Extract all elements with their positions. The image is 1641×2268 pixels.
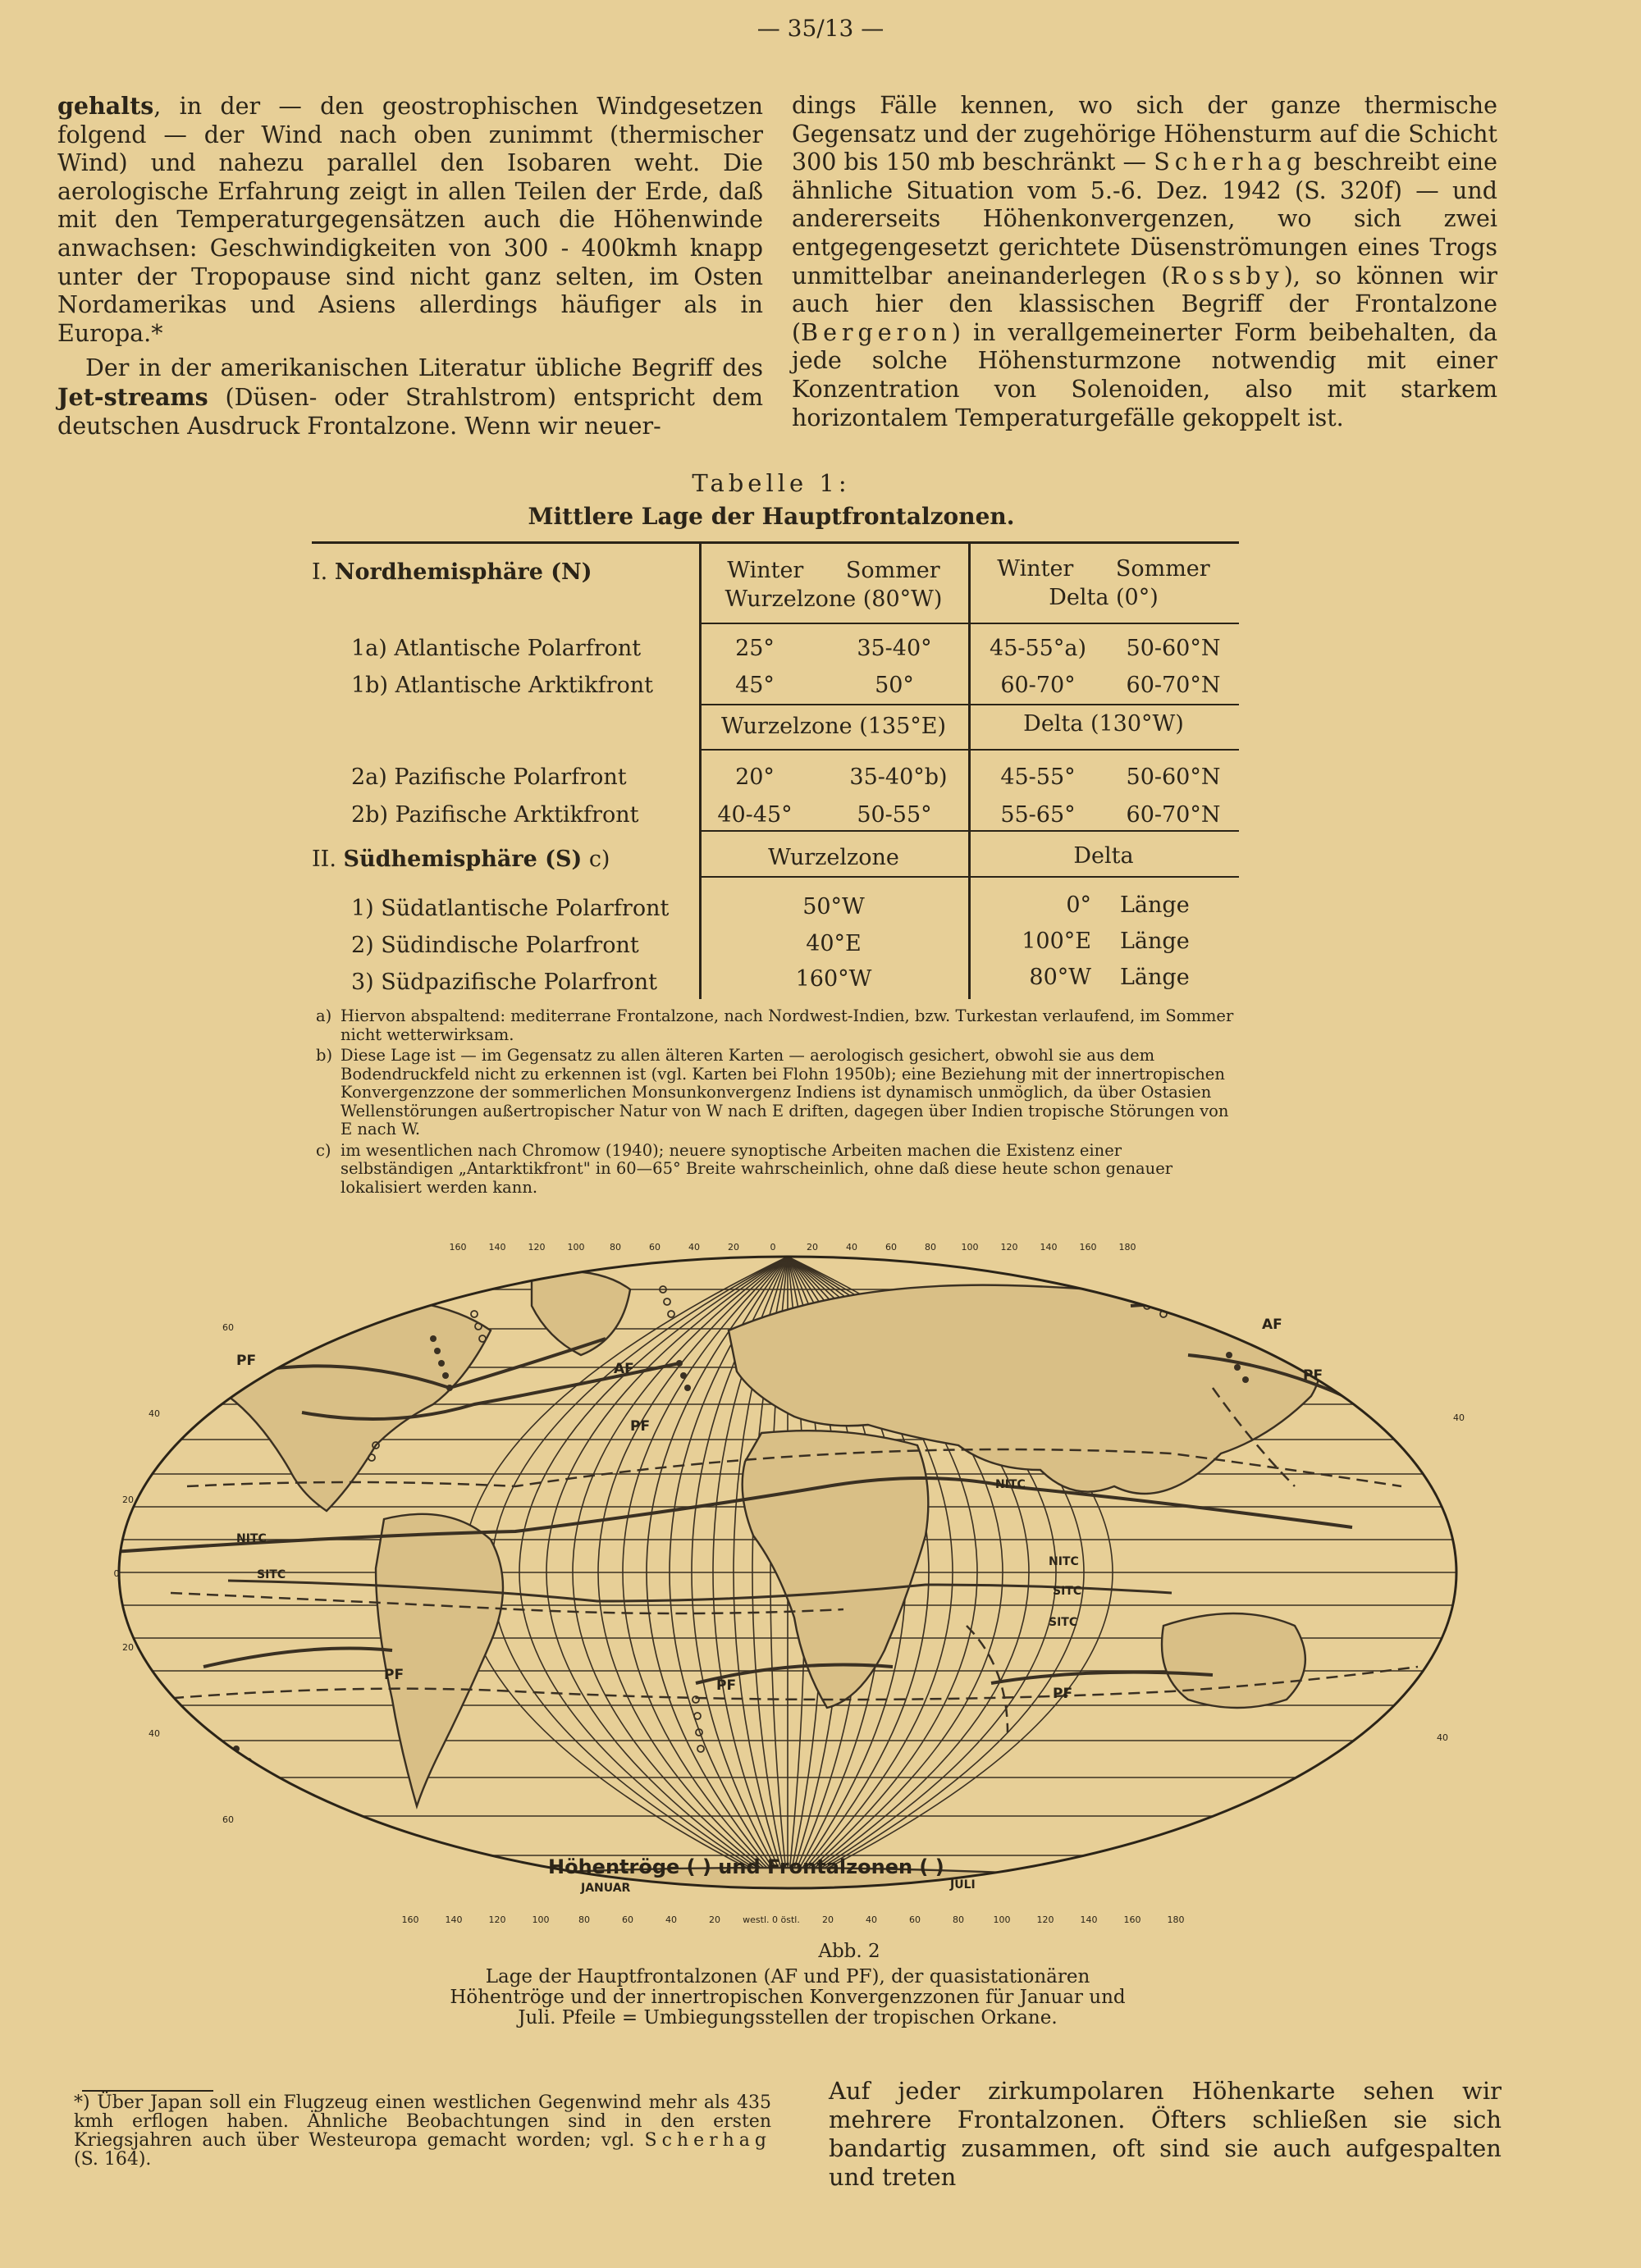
row-value: 0° — [1066, 892, 1091, 918]
map-lat-tick: 40 — [1453, 1412, 1465, 1423]
row-label-s2: 2) Südindische Polarfront — [351, 933, 639, 958]
row-label-2b: 2b) Pazifische Arktikfront — [351, 802, 639, 828]
map-legend-july: JULI — [950, 1878, 976, 1892]
row-value: 60-70°N — [1126, 802, 1221, 828]
map-bottom-tick: 160 — [401, 1914, 419, 1925]
table-footnote: b) Diese Lage ist — im Gegensatz zu allen älteren Karten — aerologisch gesichert, obwohl sie aus dem Bodendruckfeld nicht zu erkennen ist (vgl. Karten bei Flohn 1950b); eine Beziehung mit der innertropischen Konvergenzzone der sommerlichen Monsunkonvergenz Indiens ist dynamisch unmöglich, da über Ostasien Wellenstörungen außertropischer Natur von W nach E driften, dagegen über Indien tropische Störungen von E nach W. — [316, 1046, 1229, 1139]
map-top-tick: 160 — [449, 1242, 467, 1253]
footnote-divider — [82, 2090, 213, 2092]
page-number: — 35/13 — — [757, 15, 884, 42]
map-lat-tick: 60 — [222, 1814, 234, 1825]
map-top-tick: 80 — [610, 1242, 621, 1253]
map-bottom-tick: 120 — [1036, 1914, 1054, 1925]
right-paragraph: dings Fälle kennen, wo sich der ganze thermische Gegensatz und der zugehörige Höhensturm auf die Schicht 300 bis 150 mb beschränkt — Scherhag beschreibt eine ähnliche Situation vom 5.-6. Dez. 1942 (S. 320f) — und andererseits Höhenkonvergenzen, wo sich zwei entgegengesetzt gerichtete Düsenströmungen eines Trogs unmittelbar aneinanderlegen (Rossby), so können wir auch hier den klassischen Begriff der Frontalzone (Bergeron) in verallgemeinerter Form beibehalten, da jede solche Höhensturmzone notwendig mit einer Konzentration von Solenoiden, also mit starkem horizontalem Temperaturgefälle gekoppelt ist. — [792, 92, 1497, 431]
row-value: 20° — [735, 764, 775, 790]
left-paragraph-1: gehalts, in der — den geostrophischen Windgesetzen folgend — der Wind nach oben zunimmt (thermischer Wind) und nahezu parallel den Isobaren weht. Die aerologische Erfahrung zeigt in allen Teilen der Erde, daß mit den Temperaturgegensätzen auch die Höhenwinde anwachsen: Geschwindigkeiten von 300 - 400kmh knapp unter der Tropopause sind nicht ganz selten, im Osten Nordamerikas und Asiens allerdings häufiger als in Europa.* — [57, 92, 763, 347]
map-top-tick: 20 — [728, 1242, 739, 1253]
map-bottom-tick: 100 — [532, 1914, 550, 1925]
map-bottom-tick: 120 — [488, 1914, 506, 1925]
row-value: 25° — [735, 636, 775, 661]
table-rule-1 — [699, 623, 1239, 624]
row-value: 45-55° — [1000, 764, 1076, 790]
term-jet-streams: Jet-streams — [57, 382, 208, 411]
row-value: 50°W — [802, 894, 865, 920]
row-value: 60-70°N — [1126, 673, 1221, 698]
map-top-tick: 40 — [688, 1242, 700, 1253]
header-wurzelzone-135e: Wurzelzone (135°E) — [720, 714, 947, 739]
row-label-1a: 1a) Atlantische Polarfront — [351, 636, 642, 661]
row-value: 50-60°N — [1126, 636, 1221, 661]
map-label-pf: PF — [236, 1353, 257, 1369]
row-value: 35-40° — [857, 636, 932, 661]
table-rule-5 — [699, 876, 1239, 878]
map-label-af: AF — [1262, 1317, 1282, 1333]
row-value: 100°E — [1022, 929, 1091, 954]
map-bottom-tick: 40 — [866, 1914, 877, 1925]
header-delta-0: Delta (0°) — [1049, 585, 1159, 610]
table-rule-4 — [699, 830, 1239, 832]
map-label-pf: PF — [1053, 1686, 1073, 1702]
row-value: 50-55° — [857, 802, 932, 828]
map-top-tick: 100 — [567, 1242, 585, 1253]
map-top-tick: 60 — [649, 1242, 661, 1253]
row-unit: Länge — [1120, 965, 1190, 990]
australia-outline — [1162, 1613, 1305, 1708]
map-label-sitc: SITC — [257, 1568, 286, 1581]
map-continents — [203, 1271, 1320, 1889]
header-winter-summer-1: Winter Sommer — [727, 558, 940, 583]
table-footnote: a) Hiervon abspaltend: mediterrane Frontalzone, nach Nordwest-Indien, bzw. Turkestan verlaufend, im Sommer nicht wetterwirksam. — [316, 1006, 1234, 1044]
north-heading: I. Nordhemisphäre (N) — [312, 559, 592, 585]
map-top-tick: 100 — [961, 1242, 979, 1253]
row-unit: Länge — [1120, 929, 1190, 954]
map-bottom-tick: 140 — [445, 1914, 463, 1925]
map-bottom-tick: 20 — [709, 1914, 720, 1925]
map-top-tick: 180 — [1118, 1242, 1136, 1253]
author-scherhag: Scherhag — [1154, 148, 1307, 176]
row-value: 80°W — [1029, 965, 1091, 990]
map-bottom-tick: 140 — [1080, 1914, 1098, 1925]
map-tropical-convergence — [228, 1581, 1172, 1601]
map-top-tick: 140 — [1040, 1242, 1058, 1253]
map-top-tick: 40 — [846, 1242, 857, 1253]
map-top-tick: 80 — [925, 1242, 936, 1253]
header-wurzelzone: Wurzelzone — [768, 845, 899, 870]
row-unit: Länge — [1120, 892, 1190, 918]
frontal-zones-table — [312, 541, 1239, 1001]
map-label-nitc: NITC — [1049, 1555, 1079, 1568]
map-label-pf: PF — [630, 1418, 651, 1435]
bottom-right-paragraph: Auf jeder zirkumpolaren Höhenkarte sehen wir mehrere Frontalzonen. Öfters schließen sie sich bandartig zusammen, oft sind sie auch aufgespalten und treten — [829, 2077, 1502, 2191]
map-lat-tick: 40 — [149, 1408, 160, 1419]
map-lat-tick: 20 — [122, 1495, 134, 1505]
table-rule-3 — [699, 749, 1239, 751]
map-label-sitc: SITC — [1049, 1616, 1078, 1629]
map-label-pf: PF — [384, 1667, 405, 1683]
map-top-tick: 120 — [1000, 1242, 1018, 1253]
map-top-tick: 60 — [885, 1242, 897, 1253]
greenland-outline — [532, 1271, 630, 1356]
figure-caption: Lage der Hauptfrontalzonen (AF und PF), der quasistationären Höhentröge und der innertropischen Konvergenzzonen für Januar und Juli. Pfeile = Umbiegungsstellen der tropischen Orkane. — [450, 1966, 1126, 2028]
header-winter-summer-2: Winter Sommer — [997, 556, 1210, 582]
right-column — [792, 92, 1497, 432]
row-value: 160°W — [795, 966, 872, 992]
left-column — [57, 92, 763, 440]
map-bottom-tick: 60 — [909, 1914, 921, 1925]
row-value: 40-45° — [717, 802, 793, 828]
row-value: 60-70° — [1000, 673, 1076, 698]
header-delta-130w: Delta (130°W) — [1023, 711, 1184, 737]
page-footnote: *) Über Japan soll ein Flugzeug einen westlichen Gegenwind mehr als 435 kmh erflogen haben. Ähnliche Beobachtungen sind in den ersten Kriegsjahren auch über Westeuropa gemacht worden; vgl. Scherhag (S. 164). — [74, 2092, 771, 2170]
map-label-pf: PF — [716, 1677, 737, 1694]
row-value: 35-40°b) — [849, 764, 948, 790]
map-top-tick: 0 — [770, 1242, 776, 1253]
map-lat-tick: 60 — [222, 1322, 234, 1333]
world-map-figure — [105, 1240, 1471, 1929]
table-footnote: c) im wesentlichen nach Chromow (1940); neuere synoptische Arbeiten machen die Existenz einer selbständigen „Antarktikfront" in 60—65° Breite wahrscheinlich, ohne daß diese heute schon genauer lokalisiert werden kann. — [316, 1140, 1173, 1197]
term-gehalts: gehalts — [57, 92, 154, 120]
map-lat-tick: 40 — [149, 1728, 160, 1739]
row-label-1b: 1b) Atlantische Arktikfront — [351, 673, 653, 698]
header-wurzelzone-80w: Wurzelzone (80°W) — [725, 586, 943, 612]
row-value: 45° — [735, 673, 775, 698]
map-bottom-tick: 180 — [1167, 1914, 1185, 1925]
row-label-2a: 2a) Pazifische Polarfront — [351, 764, 627, 790]
map-legend-january: JANUAR — [581, 1882, 631, 1895]
map-label-nitc: NITC — [995, 1478, 1026, 1491]
map-label-nitc: NITC — [236, 1532, 267, 1545]
row-value: 55-65° — [1000, 802, 1076, 828]
table-footnotes — [316, 1007, 1239, 1199]
map-bottom-tick: 80 — [578, 1914, 590, 1925]
map-bottom-tick: 40 — [665, 1914, 677, 1925]
map-bottom-tick: 100 — [993, 1914, 1011, 1925]
table-rule-2 — [699, 704, 1239, 705]
map-bottom-tick: 20 — [822, 1914, 834, 1925]
map-legend-title: Höhentröge ( ) und Frontalzonen ( ) — [548, 1855, 944, 1878]
map-bottom-tick: 160 — [1123, 1914, 1141, 1925]
left-paragraph-2: Der in der amerikanischen Literatur übliche Begriff des Jet-streams (Düsen- oder Strahlstrom) entspricht dem deutschen Ausdruck Frontalzone. Wenn wir neuer- — [57, 354, 763, 440]
map-top-tick: 160 — [1079, 1242, 1097, 1253]
map-lat-tick: 0 — [113, 1568, 120, 1579]
row-value: 50-60°N — [1126, 764, 1221, 790]
author-rossby: Rossby — [1170, 262, 1284, 290]
row-value: 50° — [875, 673, 914, 698]
map-bottom-tick: westl. 0 östl. — [743, 1914, 800, 1925]
row-value: 45-55°a) — [990, 636, 1086, 661]
south-america-outline — [376, 1514, 503, 1806]
map-top-tick: 120 — [528, 1242, 546, 1253]
row-value: 40°E — [806, 931, 862, 956]
map-label-pf: PF — [1303, 1367, 1323, 1384]
map-label-af: AF — [614, 1361, 634, 1377]
row-label-s3: 3) Südpazifische Polarfront — [351, 970, 658, 995]
map-lat-tick: 20 — [122, 1642, 134, 1653]
table-top-rule — [312, 541, 1239, 544]
author-bergeron: Bergeron — [801, 318, 952, 346]
map-label-sitc: SITC — [1053, 1585, 1082, 1598]
map-bottom-tick: 80 — [953, 1914, 964, 1925]
map-top-tick: 20 — [807, 1242, 818, 1253]
map-bottom-tick: 60 — [622, 1914, 633, 1925]
south-heading: II. Südhemisphäre (S) c) — [312, 847, 610, 872]
header-delta: Delta — [1073, 843, 1134, 869]
map-top-tick: 140 — [488, 1242, 506, 1253]
table-caption: Tabelle 1: — [692, 469, 851, 497]
row-label-s1: 1) Südatlantische Polarfront — [351, 896, 670, 921]
figure-label: Abb. 2 — [818, 1941, 880, 1962]
map-lat-tick: 40 — [1437, 1732, 1448, 1743]
author-scherhag: Scherhag — [644, 2130, 771, 2151]
table-title: Mittlere Lage der Hauptfrontalzonen. — [528, 503, 1015, 530]
